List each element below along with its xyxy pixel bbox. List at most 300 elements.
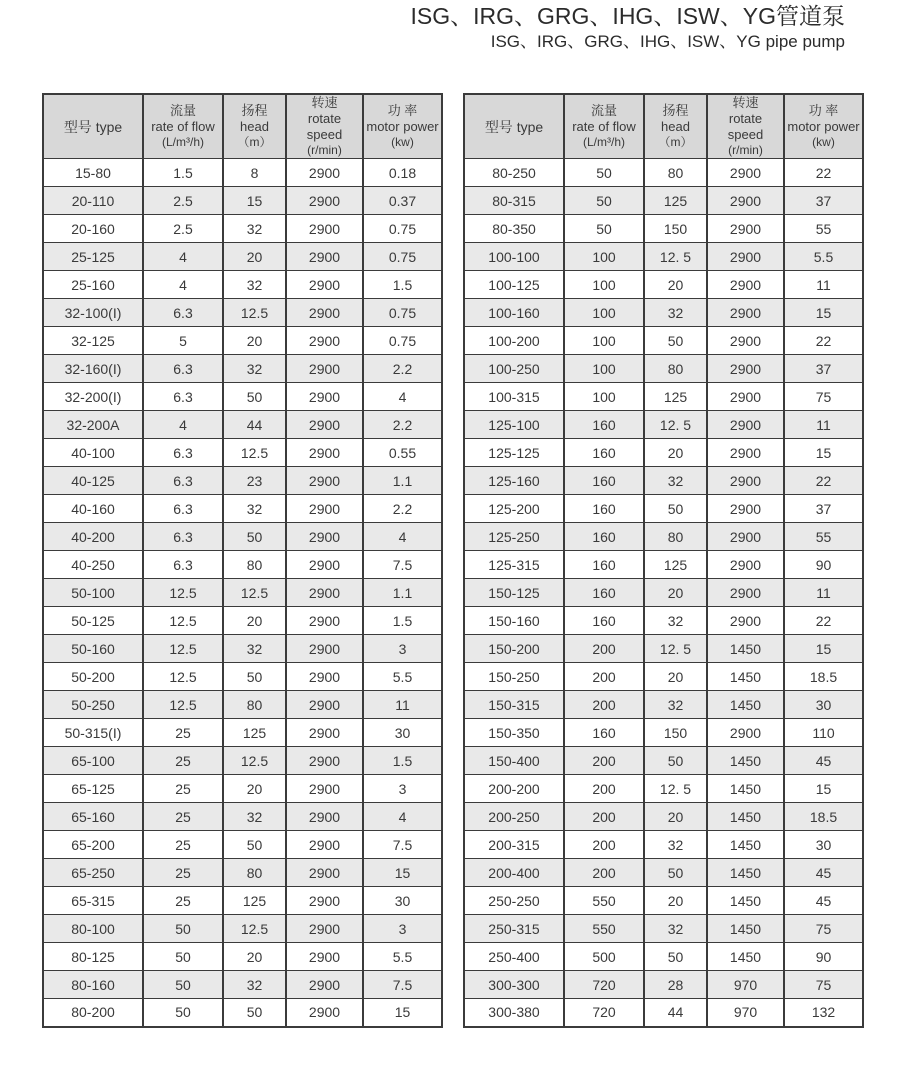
table-cell: 200 <box>564 803 644 831</box>
table-cell: 32-200(I) <box>43 383 143 411</box>
table-cell: 2900 <box>707 215 784 243</box>
table-cell: 1.1 <box>363 467 442 495</box>
table-cell: 720 <box>564 999 644 1027</box>
table-cell: 25 <box>143 887 223 915</box>
table-cell: 200 <box>564 663 644 691</box>
table-cell: 160 <box>564 467 644 495</box>
table-cell: 1450 <box>707 691 784 719</box>
table-cell: 12.5 <box>143 663 223 691</box>
table-row <box>464 551 863 579</box>
table-cell: 4 <box>143 271 223 299</box>
table-cell: 80-160 <box>43 971 143 999</box>
table-row <box>43 719 442 747</box>
table-cell: 23 <box>223 467 286 495</box>
col-header-type <box>464 94 564 159</box>
table-row <box>464 355 863 383</box>
table-row <box>464 467 863 495</box>
table-cell: 2900 <box>286 971 363 999</box>
col-header-head-unit: （m） <box>658 135 693 149</box>
table-cell: 37 <box>784 187 863 215</box>
col-header-head <box>644 94 707 159</box>
table-cell: 80 <box>644 523 707 551</box>
table-cell: 25 <box>143 803 223 831</box>
table-row <box>43 859 442 887</box>
table-row <box>464 383 863 411</box>
table-row <box>464 691 863 719</box>
table-cell: 2900 <box>707 299 784 327</box>
table-cell: 1450 <box>707 887 784 915</box>
table-cell: 1.1 <box>363 579 442 607</box>
table-row <box>464 943 863 971</box>
table-cell: 32 <box>223 971 286 999</box>
table-row <box>464 635 863 663</box>
table-cell: 2900 <box>286 607 363 635</box>
table-cell: 32 <box>644 299 707 327</box>
table-cell: 15 <box>784 299 863 327</box>
col-header-flow-unit: (L/m³/h) <box>162 135 204 149</box>
table-cell: 20 <box>223 243 286 271</box>
table-cell: 20 <box>223 327 286 355</box>
table-cell: 160 <box>564 719 644 747</box>
table-cell: 100 <box>564 383 644 411</box>
table-row <box>464 299 863 327</box>
table-row <box>464 327 863 355</box>
table-row <box>464 831 863 859</box>
table-row <box>464 859 863 887</box>
table-cell: 2900 <box>286 663 363 691</box>
table-cell: 50-200 <box>43 663 143 691</box>
table-row <box>464 719 863 747</box>
table-cell: 6.3 <box>143 523 223 551</box>
table-cell: 125-200 <box>464 495 564 523</box>
page-subtitle: ISG、IRG、GRG、IHG、ISW、YG pipe pump <box>490 32 845 51</box>
table-cell: 40-160 <box>43 495 143 523</box>
table-cell: 15 <box>784 635 863 663</box>
table-cell: 32-125 <box>43 327 143 355</box>
table-cell: 2900 <box>707 271 784 299</box>
col-header-flow-en: rate of flow <box>151 119 215 134</box>
col-header-speed <box>707 94 784 159</box>
table-cell: 30 <box>784 831 863 859</box>
col-header-power-unit: (kw) <box>812 135 835 149</box>
table-cell: 100-160 <box>464 299 564 327</box>
table-cell: 125-100 <box>464 411 564 439</box>
table-cell: 2900 <box>286 215 363 243</box>
table-cell: 200 <box>564 691 644 719</box>
table-cell: 80 <box>223 859 286 887</box>
table-cell: 18.5 <box>784 663 863 691</box>
col-header-power-zh: 功 率 <box>387 103 418 118</box>
table-row <box>464 495 863 523</box>
table-cell: 75 <box>784 383 863 411</box>
col-header-flow-zh: 流量 <box>169 103 196 118</box>
col-header-head-en: head <box>240 119 269 134</box>
table-cell: 2900 <box>286 355 363 383</box>
col-header-power <box>784 94 863 159</box>
table-row <box>43 215 442 243</box>
table-cell: 160 <box>564 607 644 635</box>
table-cell: 65-125 <box>43 775 143 803</box>
pump-spec-table-right <box>463 93 864 1028</box>
table-cell: 2900 <box>286 999 363 1027</box>
table-row <box>43 971 442 999</box>
table-cell: 300-300 <box>464 971 564 999</box>
table-cell: 1450 <box>707 915 784 943</box>
table-cell: 150-400 <box>464 747 564 775</box>
table-cell: 150 <box>644 215 707 243</box>
table-cell: 50-250 <box>43 691 143 719</box>
table-cell: 2900 <box>286 859 363 887</box>
col-header-head-unit: （m） <box>237 135 272 149</box>
table-cell: 22 <box>784 327 863 355</box>
table-cell: 0.75 <box>363 243 442 271</box>
table-cell: 20 <box>644 887 707 915</box>
table-cell: 22 <box>784 607 863 635</box>
table-cell: 125 <box>223 887 286 915</box>
col-header-power-en: motor power <box>787 119 860 134</box>
table-cell: 45 <box>784 747 863 775</box>
table-cell: 1450 <box>707 635 784 663</box>
table-cell: 132 <box>784 999 863 1027</box>
table-cell: 3 <box>363 915 442 943</box>
table-cell: 32 <box>223 215 286 243</box>
table-cell: 32 <box>644 915 707 943</box>
table-cell: 1450 <box>707 943 784 971</box>
table-cell: 18.5 <box>784 803 863 831</box>
table-row <box>464 915 863 943</box>
table-cell: 50 <box>644 747 707 775</box>
table-row <box>43 887 442 915</box>
page-header <box>411 2 845 52</box>
table-row <box>464 747 863 775</box>
table-cell: 1.5 <box>143 159 223 187</box>
table-cell: 80 <box>223 551 286 579</box>
table-cell: 7.5 <box>363 971 442 999</box>
table-cell: 45 <box>784 887 863 915</box>
table-cell: 7.5 <box>363 831 442 859</box>
table-cell: 22 <box>784 467 863 495</box>
table-cell: 30 <box>363 719 442 747</box>
table-cell: 50 <box>143 971 223 999</box>
table-cell: 125-250 <box>464 523 564 551</box>
table-cell: 32 <box>644 607 707 635</box>
table-row <box>43 159 442 187</box>
table-cell: 40-125 <box>43 467 143 495</box>
table-row <box>43 915 442 943</box>
table-cell: 2900 <box>707 523 784 551</box>
table-cell: 6.3 <box>143 355 223 383</box>
table-cell: 1450 <box>707 775 784 803</box>
table-cell: 160 <box>564 579 644 607</box>
table-row <box>43 579 442 607</box>
table-row <box>464 215 863 243</box>
table-cell: 200-315 <box>464 831 564 859</box>
table-cell: 2900 <box>286 887 363 915</box>
table-cell: 160 <box>564 495 644 523</box>
table-cell: 150-200 <box>464 635 564 663</box>
table-row <box>464 775 863 803</box>
table-cell: 5.5 <box>784 243 863 271</box>
table-cell: 100 <box>564 299 644 327</box>
table-row <box>43 299 442 327</box>
table-cell: 50 <box>564 159 644 187</box>
table-cell: 80 <box>223 691 286 719</box>
table-cell: 25 <box>143 747 223 775</box>
table-row <box>464 523 863 551</box>
table-cell: 2900 <box>286 579 363 607</box>
table-cell: 30 <box>784 691 863 719</box>
table-cell: 50 <box>644 943 707 971</box>
col-header-power-zh: 功 率 <box>808 103 839 118</box>
table-cell: 40-100 <box>43 439 143 467</box>
table-cell: 2900 <box>707 355 784 383</box>
table-cell: 150-160 <box>464 607 564 635</box>
table-cell: 2.2 <box>363 411 442 439</box>
table-cell: 4 <box>363 523 442 551</box>
table-cell: 32-200A <box>43 411 143 439</box>
table-cell: 12.5 <box>223 299 286 327</box>
table-cell: 125 <box>644 187 707 215</box>
table-cell: 12.5 <box>223 747 286 775</box>
table-row <box>43 383 442 411</box>
table-cell: 125 <box>223 719 286 747</box>
table-cell: 32 <box>223 803 286 831</box>
table-cell: 125-125 <box>464 439 564 467</box>
table-cell: 40-250 <box>43 551 143 579</box>
table-row <box>43 271 442 299</box>
table-cell: 12.5 <box>143 607 223 635</box>
table-cell: 5.5 <box>363 943 442 971</box>
col-header-speed-en: rotate speed <box>306 111 343 142</box>
table-cell: 3 <box>363 635 442 663</box>
table-cell: 50 <box>644 495 707 523</box>
table-cell: 2900 <box>286 691 363 719</box>
table-cell: 12. 5 <box>644 243 707 271</box>
table-cell: 1.5 <box>363 747 442 775</box>
table-cell: 100 <box>564 355 644 383</box>
table-cell: 65-200 <box>43 831 143 859</box>
table-cell: 2900 <box>286 187 363 215</box>
table-cell: 50 <box>564 187 644 215</box>
table-row <box>43 439 442 467</box>
table-cell: 100 <box>564 327 644 355</box>
table-cell: 2900 <box>707 551 784 579</box>
table-cell: 32 <box>644 467 707 495</box>
table-body-left <box>43 159 442 1027</box>
table-cell: 50 <box>644 327 707 355</box>
table-cell: 2900 <box>286 439 363 467</box>
table-cell: 150 <box>644 719 707 747</box>
table-cell: 80-200 <box>43 999 143 1027</box>
table-cell: 50-315(I) <box>43 719 143 747</box>
table-cell: 4 <box>143 243 223 271</box>
table-cell: 32 <box>644 831 707 859</box>
table-cell: 150-250 <box>464 663 564 691</box>
pump-spec-table-left <box>42 93 443 1028</box>
table-cell: 80-250 <box>464 159 564 187</box>
table-cell: 1450 <box>707 831 784 859</box>
table-cell: 80-315 <box>464 187 564 215</box>
table-cell: 50 <box>223 383 286 411</box>
table-cell: 50 <box>644 859 707 887</box>
table-cell: 11 <box>784 411 863 439</box>
table-cell: 20-160 <box>43 215 143 243</box>
table-row <box>43 663 442 691</box>
table-cell: 2900 <box>286 635 363 663</box>
table-cell: 50-100 <box>43 579 143 607</box>
table-cell: 75 <box>784 915 863 943</box>
col-header-speed-zh: 转速 <box>732 95 759 110</box>
table-cell: 2900 <box>286 495 363 523</box>
table-cell: 0.75 <box>363 327 442 355</box>
table-cell: 2.5 <box>143 215 223 243</box>
table-cell: 2900 <box>286 915 363 943</box>
col-header-head-zh: 扬程 <box>662 103 689 118</box>
col-header-flow <box>143 94 223 159</box>
table-row <box>43 327 442 355</box>
table-cell: 20 <box>644 439 707 467</box>
table-head-right <box>464 94 863 159</box>
table-cell: 20-110 <box>43 187 143 215</box>
col-header-speed-unit: (r/min) <box>307 143 342 157</box>
table-cell: 80-350 <box>464 215 564 243</box>
table-cell: 1450 <box>707 803 784 831</box>
col-header-type-label: 型号 type <box>484 118 544 135</box>
table-cell: 80 <box>644 355 707 383</box>
table-cell: 75 <box>784 971 863 999</box>
table-cell: 25-125 <box>43 243 143 271</box>
table-cell: 2900 <box>286 383 363 411</box>
header-row <box>464 94 863 159</box>
table-row <box>43 607 442 635</box>
table-cell: 50 <box>143 915 223 943</box>
table-cell: 4 <box>363 383 442 411</box>
table-cell: 550 <box>564 915 644 943</box>
table-cell: 110 <box>784 719 863 747</box>
table-row <box>43 691 442 719</box>
table-row <box>43 747 442 775</box>
table-row <box>464 411 863 439</box>
table-cell: 50 <box>143 943 223 971</box>
table-cell: 22 <box>784 159 863 187</box>
table-row <box>464 887 863 915</box>
table-cell: 20 <box>223 943 286 971</box>
table-cell: 2900 <box>286 719 363 747</box>
col-header-flow-zh: 流量 <box>590 103 617 118</box>
table-cell: 25 <box>143 719 223 747</box>
table-cell: 2900 <box>286 551 363 579</box>
table-cell: 44 <box>223 411 286 439</box>
table-cell: 5.5 <box>363 663 442 691</box>
table-cell: 50 <box>223 999 286 1027</box>
table-cell: 65-315 <box>43 887 143 915</box>
table-cell: 200-200 <box>464 775 564 803</box>
table-cell: 2900 <box>286 831 363 859</box>
table-cell: 2900 <box>707 607 784 635</box>
table-row <box>43 355 442 383</box>
table-cell: 1450 <box>707 747 784 775</box>
table-row <box>43 831 442 859</box>
table-cell: 55 <box>784 215 863 243</box>
col-header-flow-en: rate of flow <box>572 119 636 134</box>
table-row <box>43 411 442 439</box>
table-cell: 2900 <box>286 159 363 187</box>
table-cell: 2900 <box>707 719 784 747</box>
table-cell: 100 <box>564 243 644 271</box>
table-cell: 25-160 <box>43 271 143 299</box>
table-row <box>43 635 442 663</box>
table-cell: 15 <box>363 859 442 887</box>
table-cell: 32-100(I) <box>43 299 143 327</box>
table-cell: 550 <box>564 887 644 915</box>
table-row <box>464 999 863 1027</box>
table-row <box>464 243 863 271</box>
table-cell: 2.5 <box>143 187 223 215</box>
table-cell: 28 <box>644 971 707 999</box>
table-cell: 160 <box>564 523 644 551</box>
table-cell: 4 <box>363 803 442 831</box>
table-cell: 6.3 <box>143 495 223 523</box>
table-cell: 125 <box>644 551 707 579</box>
table-cell: 100 <box>564 271 644 299</box>
table-cell: 65-250 <box>43 859 143 887</box>
col-header-power-en: motor power <box>366 119 439 134</box>
table-cell: 55 <box>784 523 863 551</box>
table-cell: 50 <box>143 999 223 1027</box>
table-cell: 2900 <box>707 411 784 439</box>
col-header-type-label: 型号 type <box>63 118 123 135</box>
table-cell: 6.3 <box>143 299 223 327</box>
table-cell: 50-125 <box>43 607 143 635</box>
header-row <box>43 94 442 159</box>
table-row <box>43 943 442 971</box>
col-header-head <box>223 94 286 159</box>
table-cell: 8 <box>223 159 286 187</box>
table-cell: 44 <box>644 999 707 1027</box>
table-cell: 100-200 <box>464 327 564 355</box>
table-cell: 250-250 <box>464 887 564 915</box>
table-cell: 200 <box>564 747 644 775</box>
table-cell: 2900 <box>286 775 363 803</box>
table-cell: 12. 5 <box>644 775 707 803</box>
table-cell: 1450 <box>707 859 784 887</box>
table-row <box>464 663 863 691</box>
table-cell: 20 <box>644 579 707 607</box>
table-cell: 2900 <box>286 299 363 327</box>
table-cell: 150-125 <box>464 579 564 607</box>
table-cell: 970 <box>707 971 784 999</box>
table-cell: 15 <box>363 999 442 1027</box>
table-cell: 2.2 <box>363 495 442 523</box>
table-row <box>43 495 442 523</box>
table-cell: 2900 <box>286 243 363 271</box>
table-row <box>43 803 442 831</box>
table-cell: 80 <box>644 159 707 187</box>
table-cell: 20 <box>644 803 707 831</box>
table-cell: 25 <box>143 775 223 803</box>
table-cell: 300-380 <box>464 999 564 1027</box>
table-cell: 6.3 <box>143 467 223 495</box>
table-cell: 2900 <box>707 495 784 523</box>
table-row <box>464 971 863 999</box>
table-cell: 32 <box>223 271 286 299</box>
table-cell: 32-160(I) <box>43 355 143 383</box>
table-cell: 20 <box>223 775 286 803</box>
table-cell: 20 <box>644 271 707 299</box>
table-cell: 50 <box>223 523 286 551</box>
table-row <box>43 467 442 495</box>
table-cell: 1450 <box>707 663 784 691</box>
